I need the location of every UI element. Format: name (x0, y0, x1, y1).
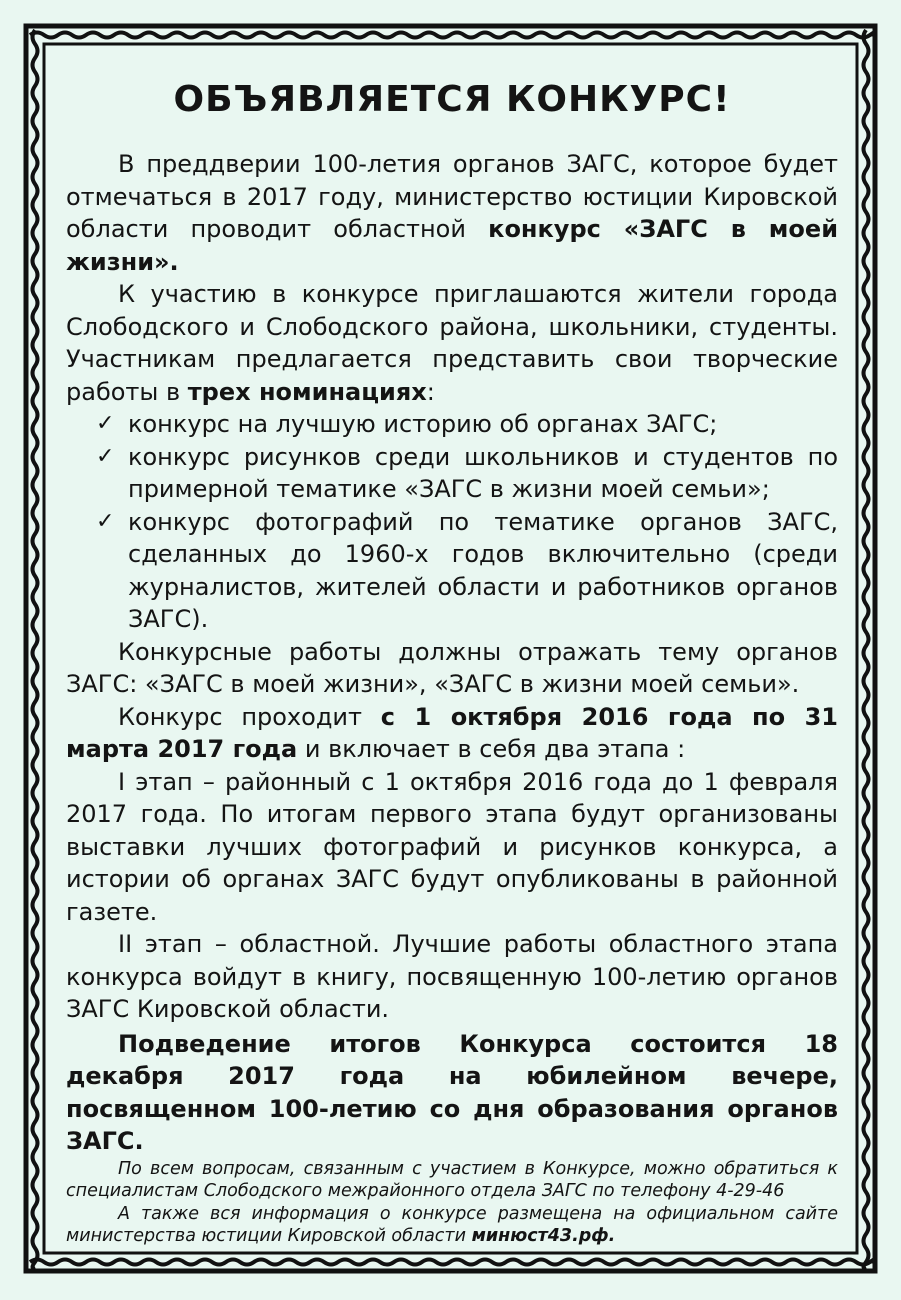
nominations-list (66, 408, 838, 636)
list-item: ✓ конкурс на лучшую историю об органах ЗАГС; (96, 408, 838, 441)
border-wave-1 (30, 1260, 874, 1265)
dates-paragraph: Конкурс проходит с 1 октября 2016 года по 31 марта 2017 года и включает в себя два этапа : (66, 702, 839, 763)
summary-paragraph: Подведение итогов Конкурса состоится 18 декабря 2017 года на юбилейном вечере, посвященном 100-летию со дня образования органов ЗАГС. (66, 1029, 838, 1155)
stage-1-paragraph: I этап – районный с 1 октября 2016 года до 1 февраля 2017 года. По итогам первого этапа будут организованы выставки лучших фотографий и рисунков конкурса, а истории об органах ЗАГС будут опубликованы в районной газете. (66, 767, 838, 926)
check-icon: ✓ (96, 411, 115, 436)
participants-paragraph: К участию в конкурсе приглашаются жители города Слободского и Слободского района, школьники, студенты. Участникам предлагается представить свои творческие работы в трех номинациях: (66, 280, 838, 406)
border-wave-3 (864, 30, 869, 1267)
check-icon: ✓ (96, 443, 115, 469)
website-paragraph: А также вся информация о конкурсе размещена на официальном сайте министерства юстиции Кировской области минюст43.рф. (66, 1203, 838, 1246)
theme-paragraph: Конкурсные работы должны отражать тему органов ЗАГС: «ЗАГС в моей жизни», «ЗАГС в жизни моей семьи». (66, 637, 838, 698)
list-item: ✓ конкурс фотографий по тематике органов ЗАГС, сделанных до 1960-х годов включительно (среди журналистов, жителей области и работников органов ЗАГС). (96, 507, 838, 633)
check-icon: ✓ (96, 508, 115, 534)
stage-2-paragraph: II этап – областной. Лучшие работы областного этапа конкурса войдут в книгу, посвященную 100-летию органов ЗАГС Кировской области. (66, 930, 838, 1023)
border-wave-2 (33, 30, 38, 1267)
intro-paragraph: В преддверии 100-летия органов ЗАГС, которое будет отмечаться в 2017 году, министерство юстиции Кировской области проводит областной конкурс «ЗАГС в моей жизни». (66, 150, 839, 276)
list-item: ✓ конкурс рисунков среди школьников и студентов по примерной тематике «ЗАГС в жизни моей семьи»; (96, 442, 838, 503)
border-wave-0 (30, 33, 874, 38)
contacts-paragraph: По всем вопросам, связанным с участием в Конкурсе, можно обратиться к специалистам Слободского межрайонного отдела ЗАГС по телефону 4-29-46 (66, 1158, 838, 1201)
announcement-body (66, 70, 838, 1248)
page-title: ОБЪЯВЛЯЕТСЯ КОНКУРС! (173, 79, 731, 120)
